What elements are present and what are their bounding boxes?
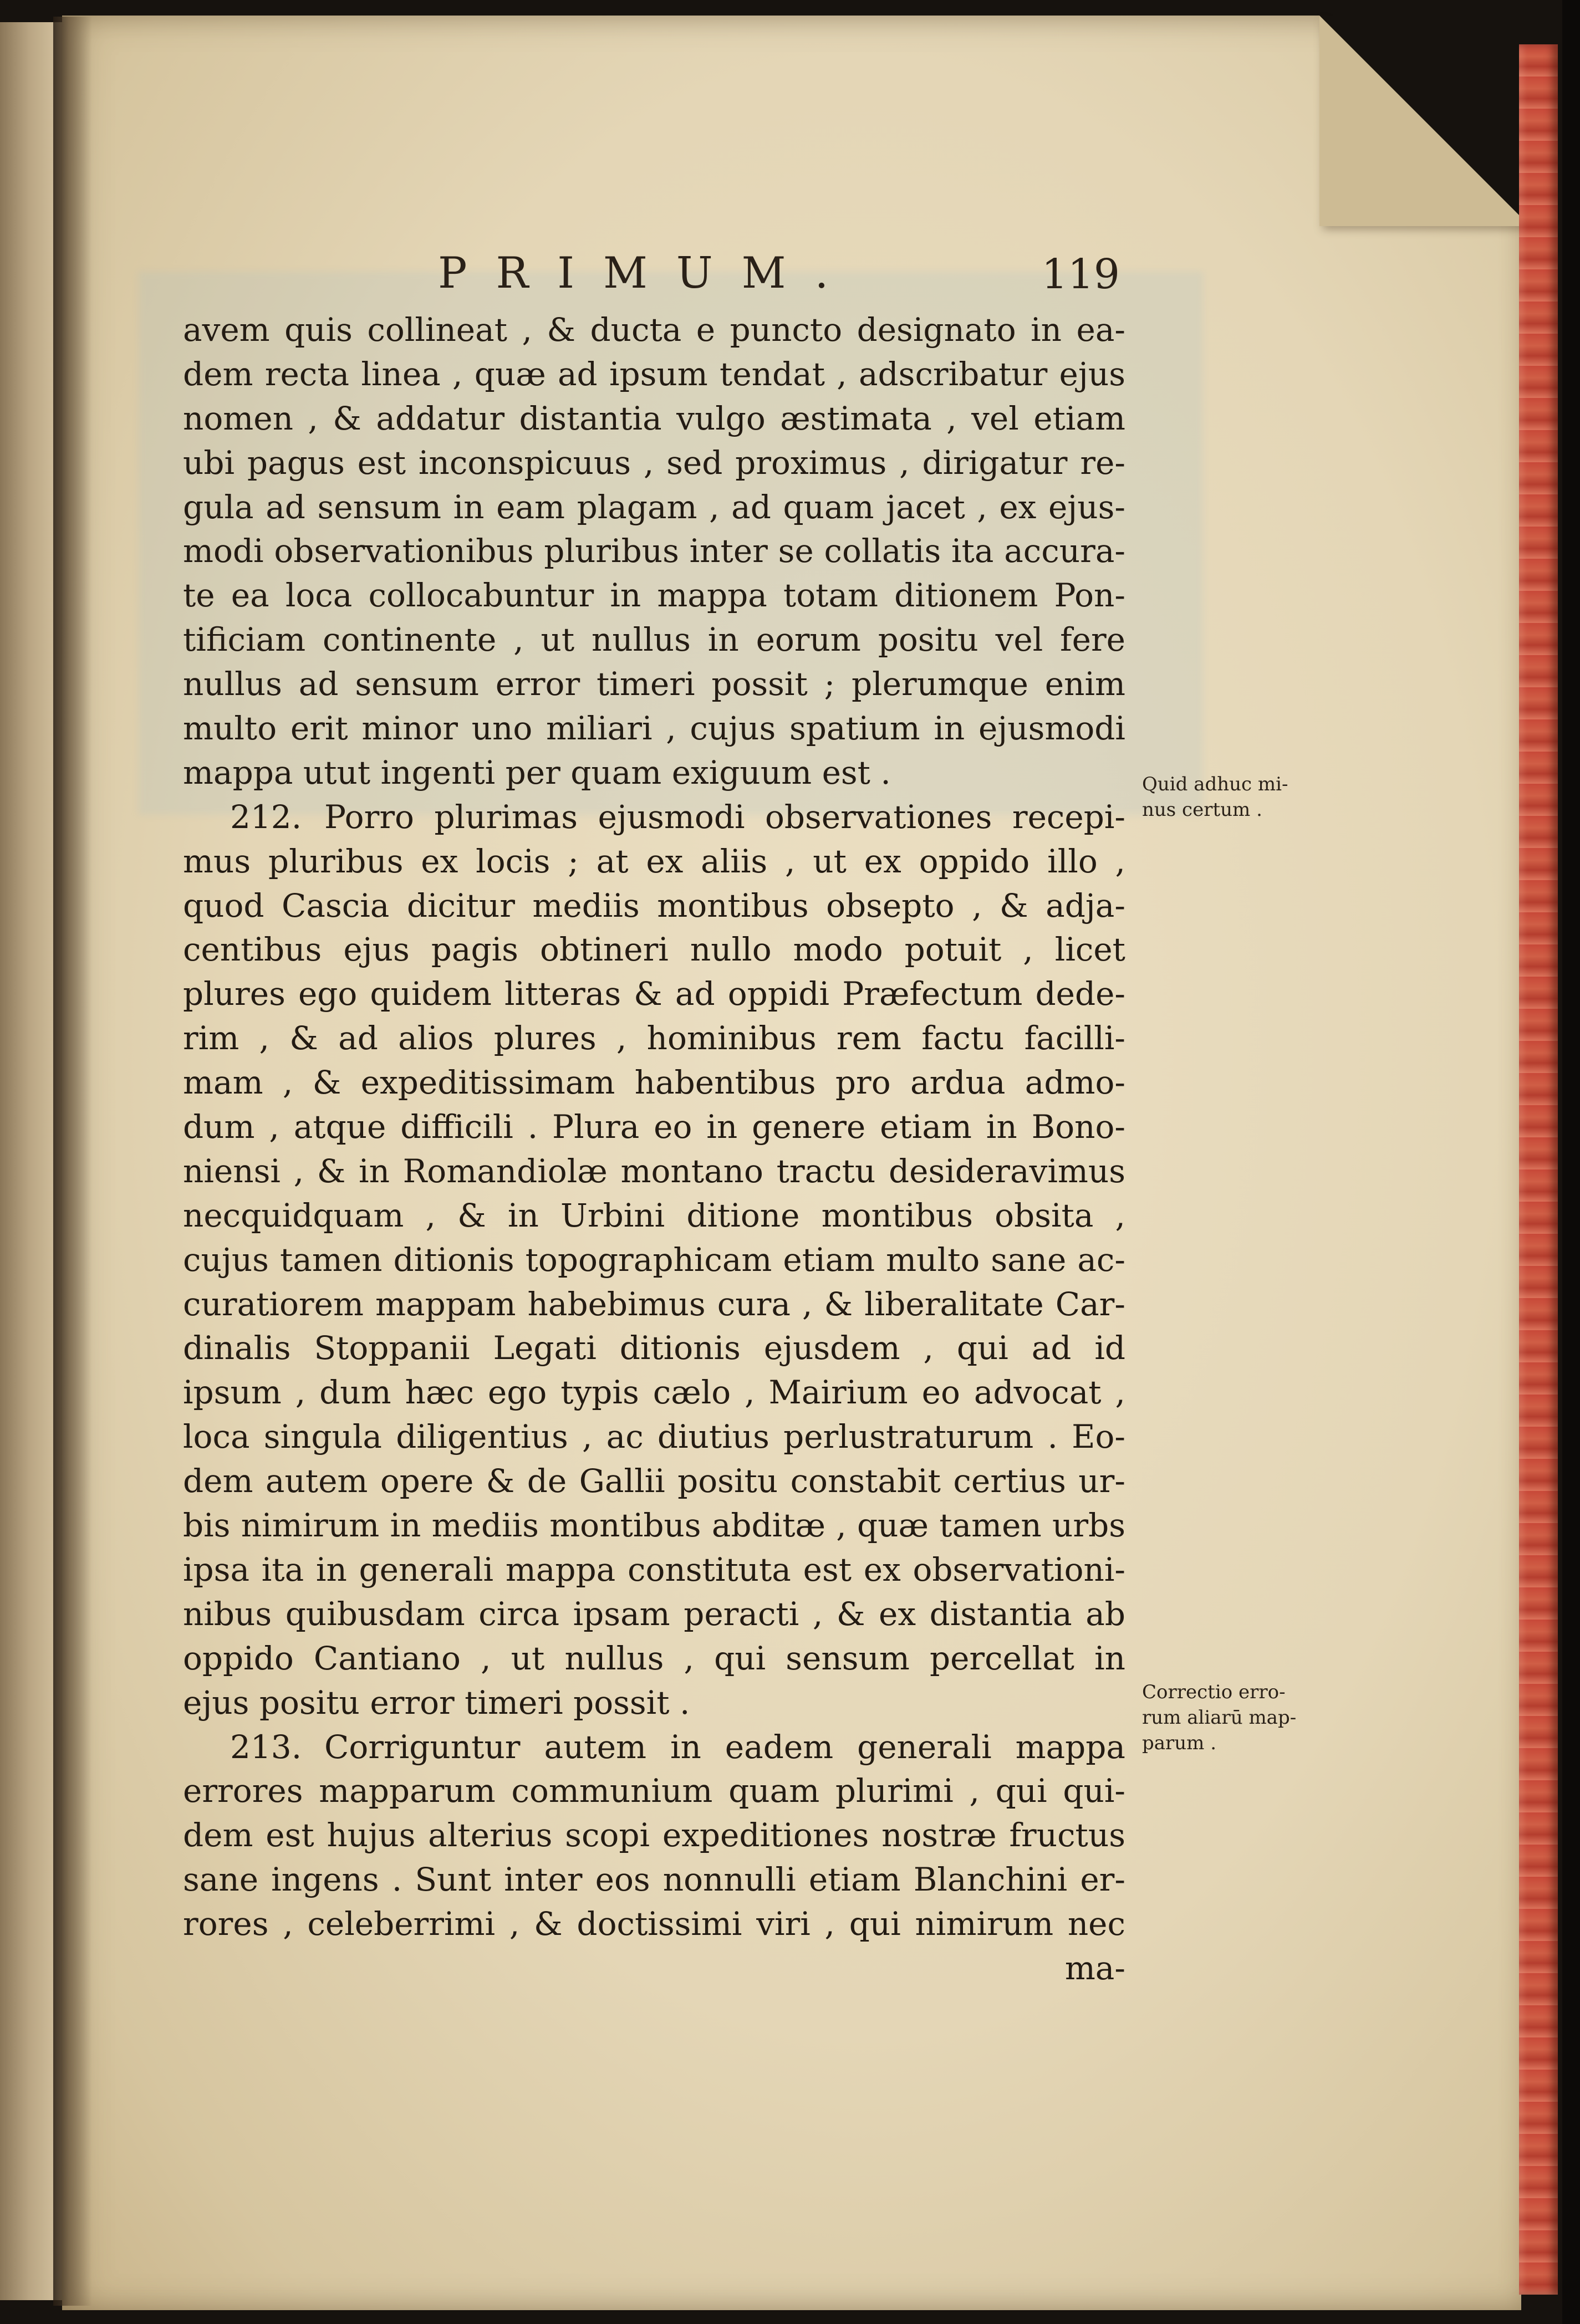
- text-line: avem quis collineat , & ducta e puncto designato in ea-: [183, 311, 1125, 349]
- text-line: ipsa ita in generali mappa constituta est ex observationi-: [183, 1550, 1125, 1589]
- text-line: rores , celeberrimi , & doctissimi viri , qui nimirum nec: [183, 1905, 1125, 1943]
- sidenote-line: rum aliarū map-: [1142, 1707, 1297, 1729]
- text-line: niensi , & in Romandiolæ montano tractu desideravimus: [183, 1152, 1125, 1190]
- text-line: centibus ejus pagis obtineri nullo modo potuit , licet: [183, 931, 1125, 969]
- paragraph-213-start: [183, 1725, 1125, 1770]
- section-number: 213.: [230, 1728, 302, 1766]
- running-head: PRIMUM.: [438, 248, 858, 298]
- sidenote-line: nus certum .: [1142, 799, 1262, 821]
- text-line: modi observationibus pluribus inter se collatis ita accura-: [183, 532, 1125, 570]
- text-line: mus pluribus ex locis ; at ex aliis , ut ex oppido illo ,: [183, 842, 1125, 880]
- text-line: sane ingens . Sunt inter eos nonnulli etiam Blanchini er-: [183, 1861, 1125, 1899]
- marginal-note-2: [1142, 1679, 1319, 1756]
- sidenote-line: Quid adhuc mi-: [1142, 773, 1288, 795]
- page-number: 119: [1041, 251, 1120, 298]
- page-header: [438, 248, 1120, 309]
- text-line: ubi pagus est inconspicuus , sed proximus , dirigatur re-: [183, 443, 1125, 482]
- text-line: multo erit minor uno miliari , cujus spatium in ejusmodi: [183, 709, 1125, 748]
- page-gutter: [53, 17, 92, 2306]
- text-line: tificiam continente , ut nullus in eorum positu vel fere: [183, 621, 1125, 659]
- sidenote-line: parum .: [1142, 1732, 1217, 1754]
- text-line: oppido Cantiano , ut nullus , qui sensum percellat in: [183, 1639, 1125, 1677]
- text-line: dem autem opere & de Gallii positu constabit certius ur-: [183, 1462, 1125, 1500]
- section-number: 212.: [230, 798, 302, 836]
- text-line: Porro plurimas ejusmodi observationes recepi-: [324, 798, 1125, 836]
- text-line: te ea loca collocabuntur in mappa totam ditionem Pon-: [183, 576, 1125, 615]
- text-line: rim , & ad alios plures , hominibus rem factu facilli-: [183, 1019, 1125, 1058]
- text-line: quod Cascia dicitur mediis montibus obsepto , & adja-: [183, 886, 1125, 925]
- text-line: dem est hujus alterius scopi expeditiones nostræ fructus: [183, 1816, 1125, 1855]
- sidenote-line: Correctio erro-: [1142, 1681, 1286, 1703]
- folded-corner-shadow: [1319, 16, 1530, 226]
- text-line: mappa utut ingenti per quam exiguum est .: [183, 753, 891, 791]
- text-line: necquidquam , & in Urbini ditione montibus obsita ,: [183, 1196, 1125, 1234]
- text-line: ipsum , dum hæc ego typis cælo , Mairium eo advocat ,: [183, 1373, 1125, 1412]
- text-line: plures ego quidem litteras & ad oppidi Præfectum dede-: [183, 975, 1125, 1013]
- paragraph-212-start: [183, 795, 1125, 840]
- text-line: gula ad sensum in eam plagam , ad quam jacet , ex ejus-: [183, 488, 1125, 526]
- text-line: curatiorem mappam habebimus cura , & liberalitate Car-: [183, 1285, 1125, 1323]
- text-line: dinalis Stoppanii Legati ditionis ejusdem , qui ad id: [183, 1329, 1125, 1367]
- sprinkled-page-edge: [1519, 44, 1558, 2295]
- text-line: mam , & expeditissimam habentibus pro ardua admo-: [183, 1064, 1125, 1102]
- body-text: [183, 308, 1125, 1991]
- text-line: Corriguntur autem in eadem generali mappa: [324, 1728, 1125, 1766]
- scan-border: [1562, 0, 1580, 2324]
- text-line: errores mapparum communium quam plurimi , qui qui-: [183, 1772, 1125, 1810]
- catchword: ma-: [1064, 1949, 1125, 1987]
- marginal-note-1: [1142, 772, 1319, 823]
- text-line: nullus ad sensum error timeri possit ; plerumque enim: [183, 665, 1125, 703]
- text-line: cujus tamen ditionis topographicam etiam multo sane ac-: [183, 1240, 1125, 1279]
- text-line: nibus quibusdam circa ipsam peracti , & ex distantia ab: [183, 1595, 1125, 1633]
- text-line: nomen , & addatur distantia vulgo æstimata , vel etiam: [183, 399, 1125, 437]
- text-line: dem recta linea , quæ ad ipsum tendat , adscribatur ejus: [183, 355, 1125, 393]
- text-line: dum , atque difficili . Plura eo in genere etiam in Bono-: [183, 1108, 1125, 1146]
- text-line: loca singula diligentius , ac diutius perlustraturum . Eo-: [183, 1418, 1125, 1456]
- text-line: ejus positu error timeri possit .: [183, 1683, 690, 1722]
- text-line: bis nimirum in mediis montibus abditæ , quæ tamen urbs: [183, 1506, 1125, 1545]
